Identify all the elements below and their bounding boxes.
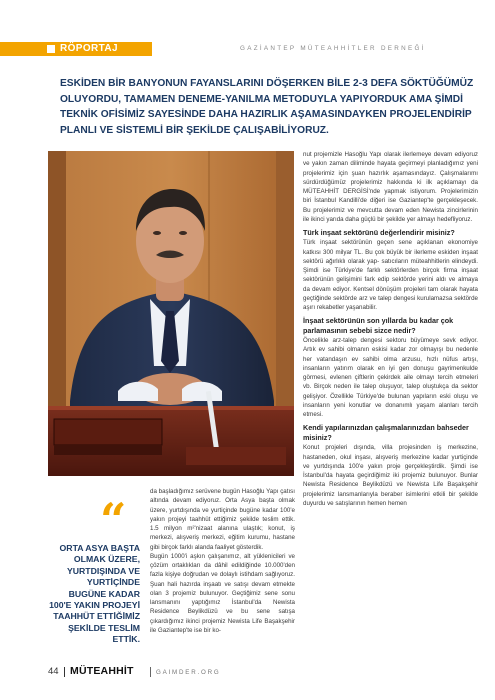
- footer-divider: [64, 667, 65, 677]
- lead-paragraph: ESKİDEN BİR BANYONUN FAYANSLARINI DÖŞERKEN BİLE 2-3 DEFA SÖKTÜĞÜMÜZ OLUYORDU, TAMAMEN DENEME-YANILMA METODUYLA YAPIYORDUK AMA ŞİMDİ TEKNİK OFİSİMİZ SAYESİNDE DAHA HAZIRLIK AŞAMASINDAYKEN PROJELENDİRİP PLANLI VE SİSTEMLİ BİR ŞEKİLDE ÇALIŞABİLİYORUZ.: [60, 78, 474, 136]
- question-heading: Kendi yapılarınızdan çalışmalarınızdan bahseder misiniz?: [303, 423, 469, 442]
- body-paragraph: nut projemizle Hasoğlu Yapı olarak ilerlemeye devam ediyoruz ve yakın zaman diliminde hayata geçirmeyi planladığımız yeni projelerimiz için şuan hazırlık aşamasındayız. Çalışmalarımı sürdürdüğümüz projelerimiz hakkında ki ilk açıklamayı da MÜTEAHHİT DERGİSİ'nde yapmak istiyorum. Projelerimizin biri İstanbul Kandilli'de diğeri ise Gaziantep'te gerçekleşecek. Bu projelerimiz ve mevcutta devam eden Newista zincirlerinin ile ikinci yarıda daha güçlü bir şekilde yer almayı hedefliyoruz.: [303, 151, 478, 223]
- answer-paragraph: Türk inşaat sektörünün geçen sene açıklanan ekonomiye katkısı 300 milyar TL. Bu çok büyük bir ilerleme eskiden inşaat sektörü ağırlıklı olarak yap- satıcıların müteahhitlerin elindeydi. Şimdi ise Türkiye'de farklı sektörlerden birçok firma inşaat sektörünün gelişimini fark edip sektörde yerini aldı ve almaya da devam ediyor. Kentsel dönüşüm projeleri tam olarak hayata geçtiğinde sektörde arz ve talep dengesi kurulamazsa sektörde aşırı rekabetler yaşanabilir.: [303, 239, 478, 312]
- body-paragraph: Bugün 1000'i aşkın çalışanımız, alt yüklenicileri ve çözüm ortaklıkları da dâhil edildiğinde 10.000'den fazla kişiye doğrudan ve dolaylı istihdam sağlıyoruz. Şuan hali hazırda inşaatı ve satışı devam etmekte olan 3 projemiz bulunuyor. Geçtiğimiz sene sonu lansmanını yaptığımız İstanbul'da Newista Residence Beylikdüzü ve bu sene satışa çıkardığımız ikinci projemiz Newista Life Başakşehir ile Gaziantep'te ise bir ko-: [150, 552, 295, 634]
- question-heading: Türk inşaat sektörünü değerlendirir misiniz?: [303, 228, 455, 237]
- portrait-illustration: [48, 151, 294, 476]
- section-square-icon: [47, 45, 55, 53]
- pull-quote: ORTA ASYA BAŞTA OLMAK ÜZERE, YURTDIŞINDA VE YURTİÇİNDE BUGÜNE KADAR 100'E YAKIN PROJEYİ TAAHHÜT ETTİĞİMİZ ŞEKİLDE TESLİM ETTİK.: [49, 543, 140, 645]
- section-label: RÖPORTAJ: [60, 43, 119, 54]
- article-middle-column: [150, 487, 295, 635]
- magazine-brand: MÜTEAHHİT: [70, 665, 134, 677]
- footer-divider: [150, 667, 151, 677]
- association-name: GAZİANTEP MÜTEAHHİTLER DERNEĞİ: [240, 45, 426, 52]
- answer-paragraph: Konut projeleri dışında, villa projesinden iş merkezine, hastaneden, okul inşası, alışveriş merkezine kadar yurtiçinde ve yurtdışında 100'e yakın proje gerçekleştirdik. Şimdi ise İstanbul'da hayata geçirdiğimiz iki projemiz bulunuyor. Bunlar Newista Residence Beylikdüzü ve Newista Life Başakşehir projelerimiz lansmanlarıyla beraber isimlerini etkili bir şekilde duyurdu ve satışlarının hemen hemen: [303, 444, 478, 507]
- website-link[interactable]: GAIMDER.ORG: [156, 669, 221, 676]
- interviewee-photo: [48, 151, 294, 476]
- article-right-column: [303, 150, 478, 508]
- body-paragraph: da başladığımız serüvene bugün Hasoğlu Yapı çatısı altında devam ediyoruz. Orta Asya başta olmak üzere, yurtdışında ve yurtiçinde bugüne kadar 100'e yakın projeyi taahhüt ettiğimiz şekilde teslim ettik. 1.5 milyon m²'nizaat alanına ulaştık; konut, iş merkezi, alışveriş merkezi, eğitim kurumu, hastane gibi birçok farklı alanda faaliyet gösterdik.: [150, 488, 295, 551]
- page-number: 44: [48, 666, 59, 677]
- question-heading: İnşaat sektörünün son yıllarda bu kadar çok parlamasının sebebi sizce nedir?: [303, 316, 454, 335]
- page-footer: [0, 664, 495, 682]
- answer-paragraph: Öncelikle arz-talep dengesi sektoru büyümeye sevk ediyor. Artık ev sahibi olmanın eskisi kadar zor olmayışı bu nedenle her vatandaşın ev sahibi olma arzusu, hızlı nüfus artışı, insanların yatırım olarak en iyi gen donuşu gayrimenkulde görmesi, evlenen çiftlerin çekirdek aile olmayı tercih etmeleri vb. Birçok neden ile talep oluşuyor, talep oluştukça da sektor gelişiyor. Özellikle Türkiye'de bulunan yapıların eski oluşu ve insanların yeni konutlar ve donanımlı yaşam alanları tercih etmesi.: [303, 337, 478, 419]
- page-header: [0, 42, 495, 56]
- quote-mark-icon: “: [100, 493, 127, 547]
